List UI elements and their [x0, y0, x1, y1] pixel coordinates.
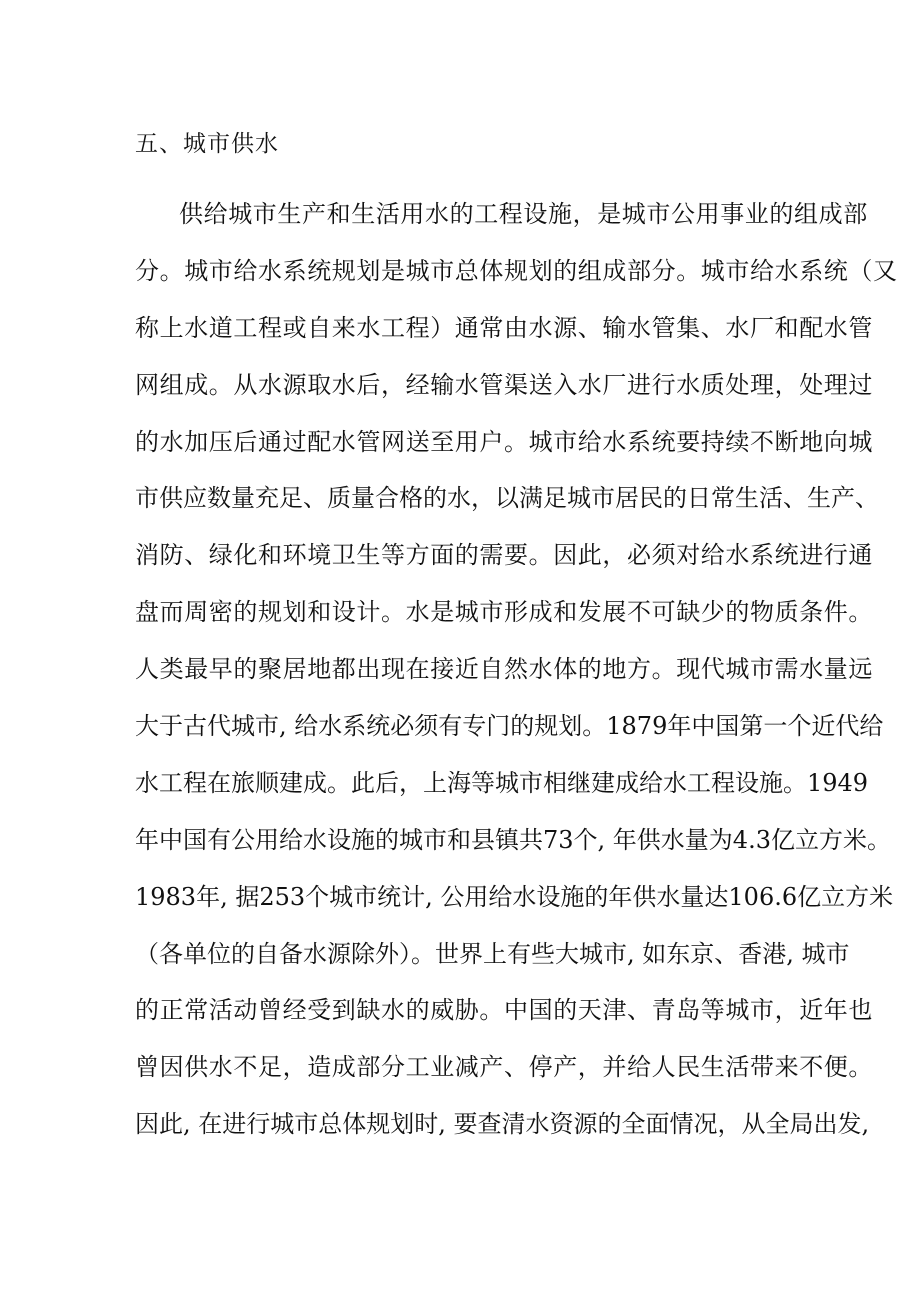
paragraph-line: 1983年, 据253个城市统计, 公用给水设施的年供水量达106.6亿立方米	[135, 882, 894, 911]
paragraph-line: （各单位的自备水源除外）。世界上有些大城市, 如东京、香港, 城市	[135, 939, 850, 968]
section-heading: 五、城市供水	[135, 131, 279, 157]
body-paragraph	[135, 186, 898, 1153]
paragraph-line: 年中国有公用给水设施的城市和县镇共73个, 年供水量为4.3亿立方米。	[135, 825, 891, 854]
paragraph-line: 的正常活动曾经受到缺水的威胁。中国的天津、青岛等城市，近年也	[135, 996, 873, 1025]
paragraph-line: 因此, 在进行城市总体规划时, 要查清水资源的全面情况，从全局出发,	[135, 1110, 870, 1139]
paragraph-line: 盘而周密的规划和设计。水是城市形成和发展不可缺少的物质条件。	[135, 598, 873, 627]
paragraph-line: 水工程在旅顺建成。此后，上海等城市相继建成给水工程设施。1949	[135, 768, 869, 797]
paragraph-line: 大于古代城市, 给水系统必须有专门的规划。1879年中国第一个近代给	[135, 712, 884, 741]
paragraph-line: 人类最早的聚居地都出现在接近自然水体的地方。现代城市需水量远	[135, 655, 873, 684]
paragraph-line: 称上水道工程或自来水工程）通常由水源、输水管集、水厂和配水管	[135, 313, 873, 342]
paragraph-line: 的水加压后通过配水管网送至用户。城市给水系统要持续不断地向城	[135, 427, 873, 456]
paragraph-line: 市供应数量充足、质量合格的水，以满足城市居民的日常生活、生产、	[135, 484, 879, 513]
paragraph-line: 曾因供水不足，造成部分工业减产、停产，并给人民生活带来不便。	[135, 1053, 873, 1082]
paragraph-line: 供给城市生产和生活用水的工程设施，是城市公用事业的组成部	[179, 200, 868, 228]
paragraph-line: 分。城市给水系统规划是城市总体规划的组成部分。城市给水系统（又	[135, 256, 898, 285]
paragraph-line: 网组成。从水源取水后，经输水管渠送入水厂进行水质处理，处理过	[135, 370, 873, 399]
paragraph-line: 消防、绿化和环境卫生等方面的需要。因此，必须对给水系统进行通	[135, 541, 873, 570]
